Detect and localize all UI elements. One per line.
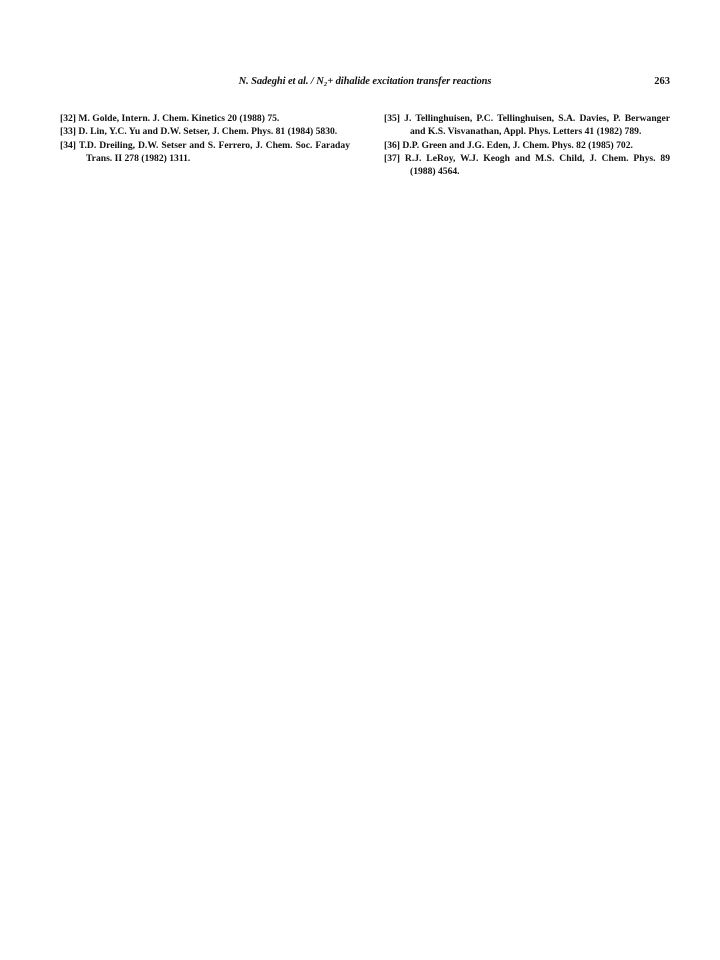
references-left-column	[60, 112, 350, 165]
reference-text: D. Lin, Y.C. Yu and D.W. Setser, J. Chem. Phys. 81 (1984) 5830.	[78, 126, 338, 138]
running-title: N. Sadeghi et al. / N₂+ dihalide excitation transfer reactions	[238, 76, 492, 87]
references-right-column	[384, 112, 670, 178]
reference-36	[384, 139, 670, 152]
running-head	[60, 76, 670, 92]
reference-number: [36]	[384, 139, 400, 151]
reference-number: [35]	[384, 113, 400, 124]
reference-33	[60, 125, 350, 138]
reference-number: [34]	[60, 139, 76, 151]
page-number: 263	[654, 76, 670, 87]
reference-number: [33]	[60, 126, 76, 138]
reference-34	[60, 139, 350, 166]
reference-number: [32]	[60, 113, 76, 124]
reference-text: T.D. Dreiling, D.W. Setser and S. Ferrero, J. Chem. Soc. Faraday Trans. II 278 (1982) 1311.	[78, 139, 350, 164]
reference-number: [37]	[384, 152, 400, 164]
reference-37	[384, 152, 670, 179]
reference-text: R.J. LeRoy, W.J. Keogh and M.S. Child, J. Chem. Phys. 89 (1988) 4564.	[404, 152, 670, 178]
reference-35	[384, 112, 670, 139]
reference-text: M. Golde, Intern. J. Chem. Kinetics 20 (1988) 75.	[78, 113, 280, 124]
reference-32	[60, 112, 350, 125]
reference-text: J. Tellinghuisen, P.C. Tellinghuisen, S.A. Davies, P. Berwanger and K.S. Visvanathan, Appl. Phys. Letters 41 (1982) 789.	[404, 113, 670, 138]
reference-text: D.P. Green and J.G. Eden, J. Chem. Phys. 82 (1985) 702.	[402, 139, 633, 151]
